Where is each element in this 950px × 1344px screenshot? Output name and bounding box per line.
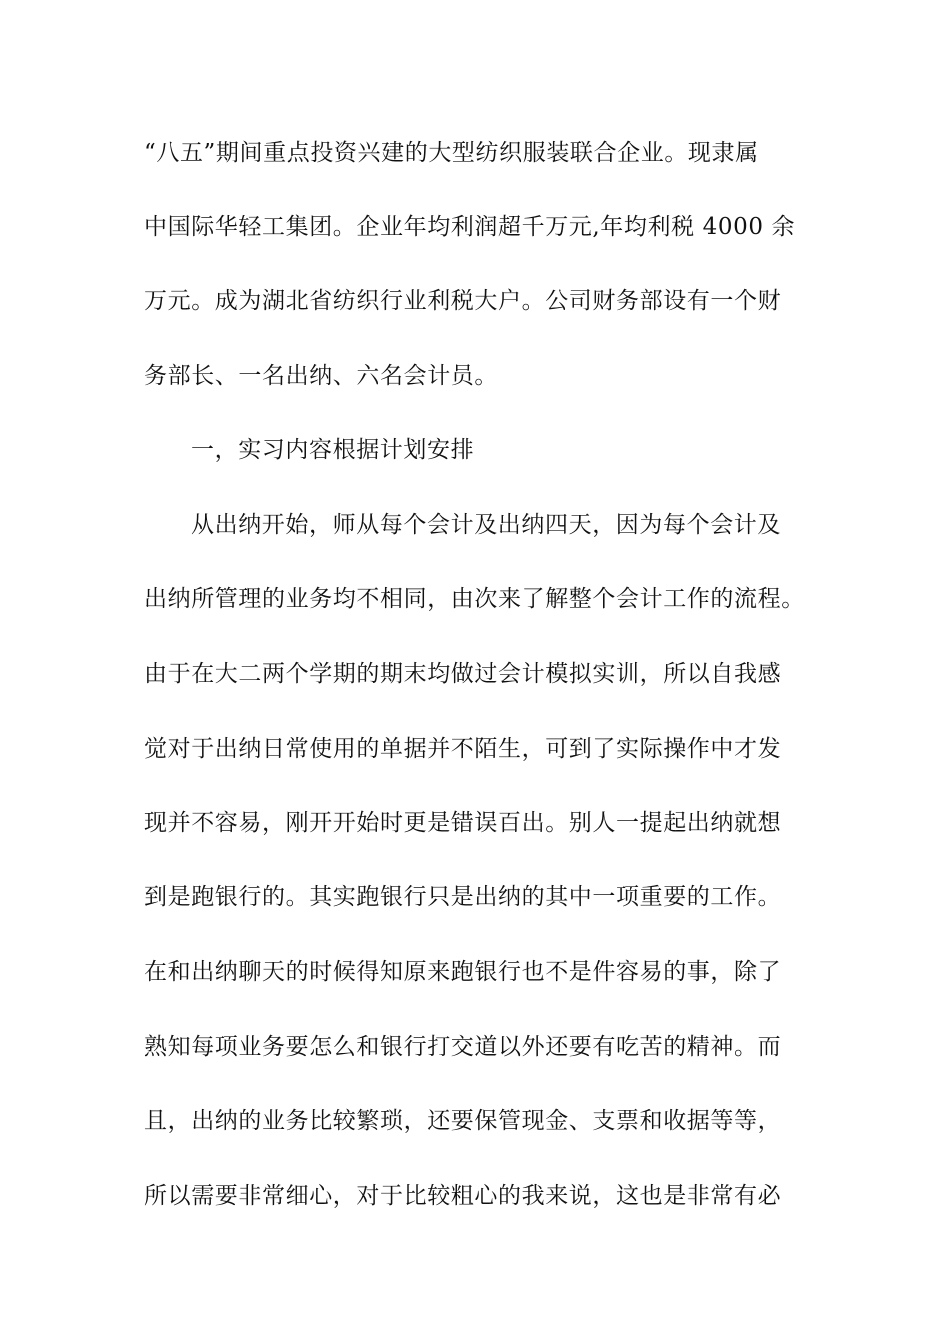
body-text-line: 现并不容易，刚开开始时更是错误百出。别人一提起出纳就想: [144, 810, 782, 836]
body-text-line: 出纳所管理的业务均不相同，由次来了解整个会计工作的流程。: [144, 586, 805, 612]
body-text-line: 到是跑银行的。其实跑银行只是出纳的其中一项重要的工作。: [144, 884, 782, 910]
body-text-line: 觉对于出纳日常使用的单据并不陌生，可到了实际操作中才发: [144, 736, 782, 762]
body-text-line: “八五”期间重点投资兴建的大型纺织服装联合企业。现隶属: [144, 140, 759, 166]
body-text-line: 中国际华轻工集团。企业年均利润超千万元,年均利税 4000 余: [144, 214, 796, 240]
body-text-line: 所以需要非常细心，对于比较粗心的我来说，这也是非常有必: [144, 1183, 782, 1209]
body-text-line: 熟知每项业务要怎么和银行打交道以外还要有吃苦的精神。而: [144, 1034, 782, 1060]
body-text-line: 从出纳开始，师从每个会计及出纳四天，因为每个会计及: [191, 512, 781, 538]
body-text-line: 务部长、一名出纳、六名会计员。: [144, 363, 498, 389]
body-text-line: 万元。成为湖北省纺织行业利税大户。公司财务部设有一个财: [144, 288, 782, 314]
body-text-line: 在和出纳聊天的时候得知原来跑银行也不是件容易的事，除了: [144, 959, 782, 985]
body-text-line: 且，出纳的业务比较繁琐，还要保管现金、支票和收据等等，: [144, 1108, 782, 1134]
body-text-line: 由于在大二两个学期的期末均做过会计模拟实训，所以自我感: [144, 661, 782, 687]
section-heading: 一，实习内容根据计划安排: [191, 437, 475, 463]
